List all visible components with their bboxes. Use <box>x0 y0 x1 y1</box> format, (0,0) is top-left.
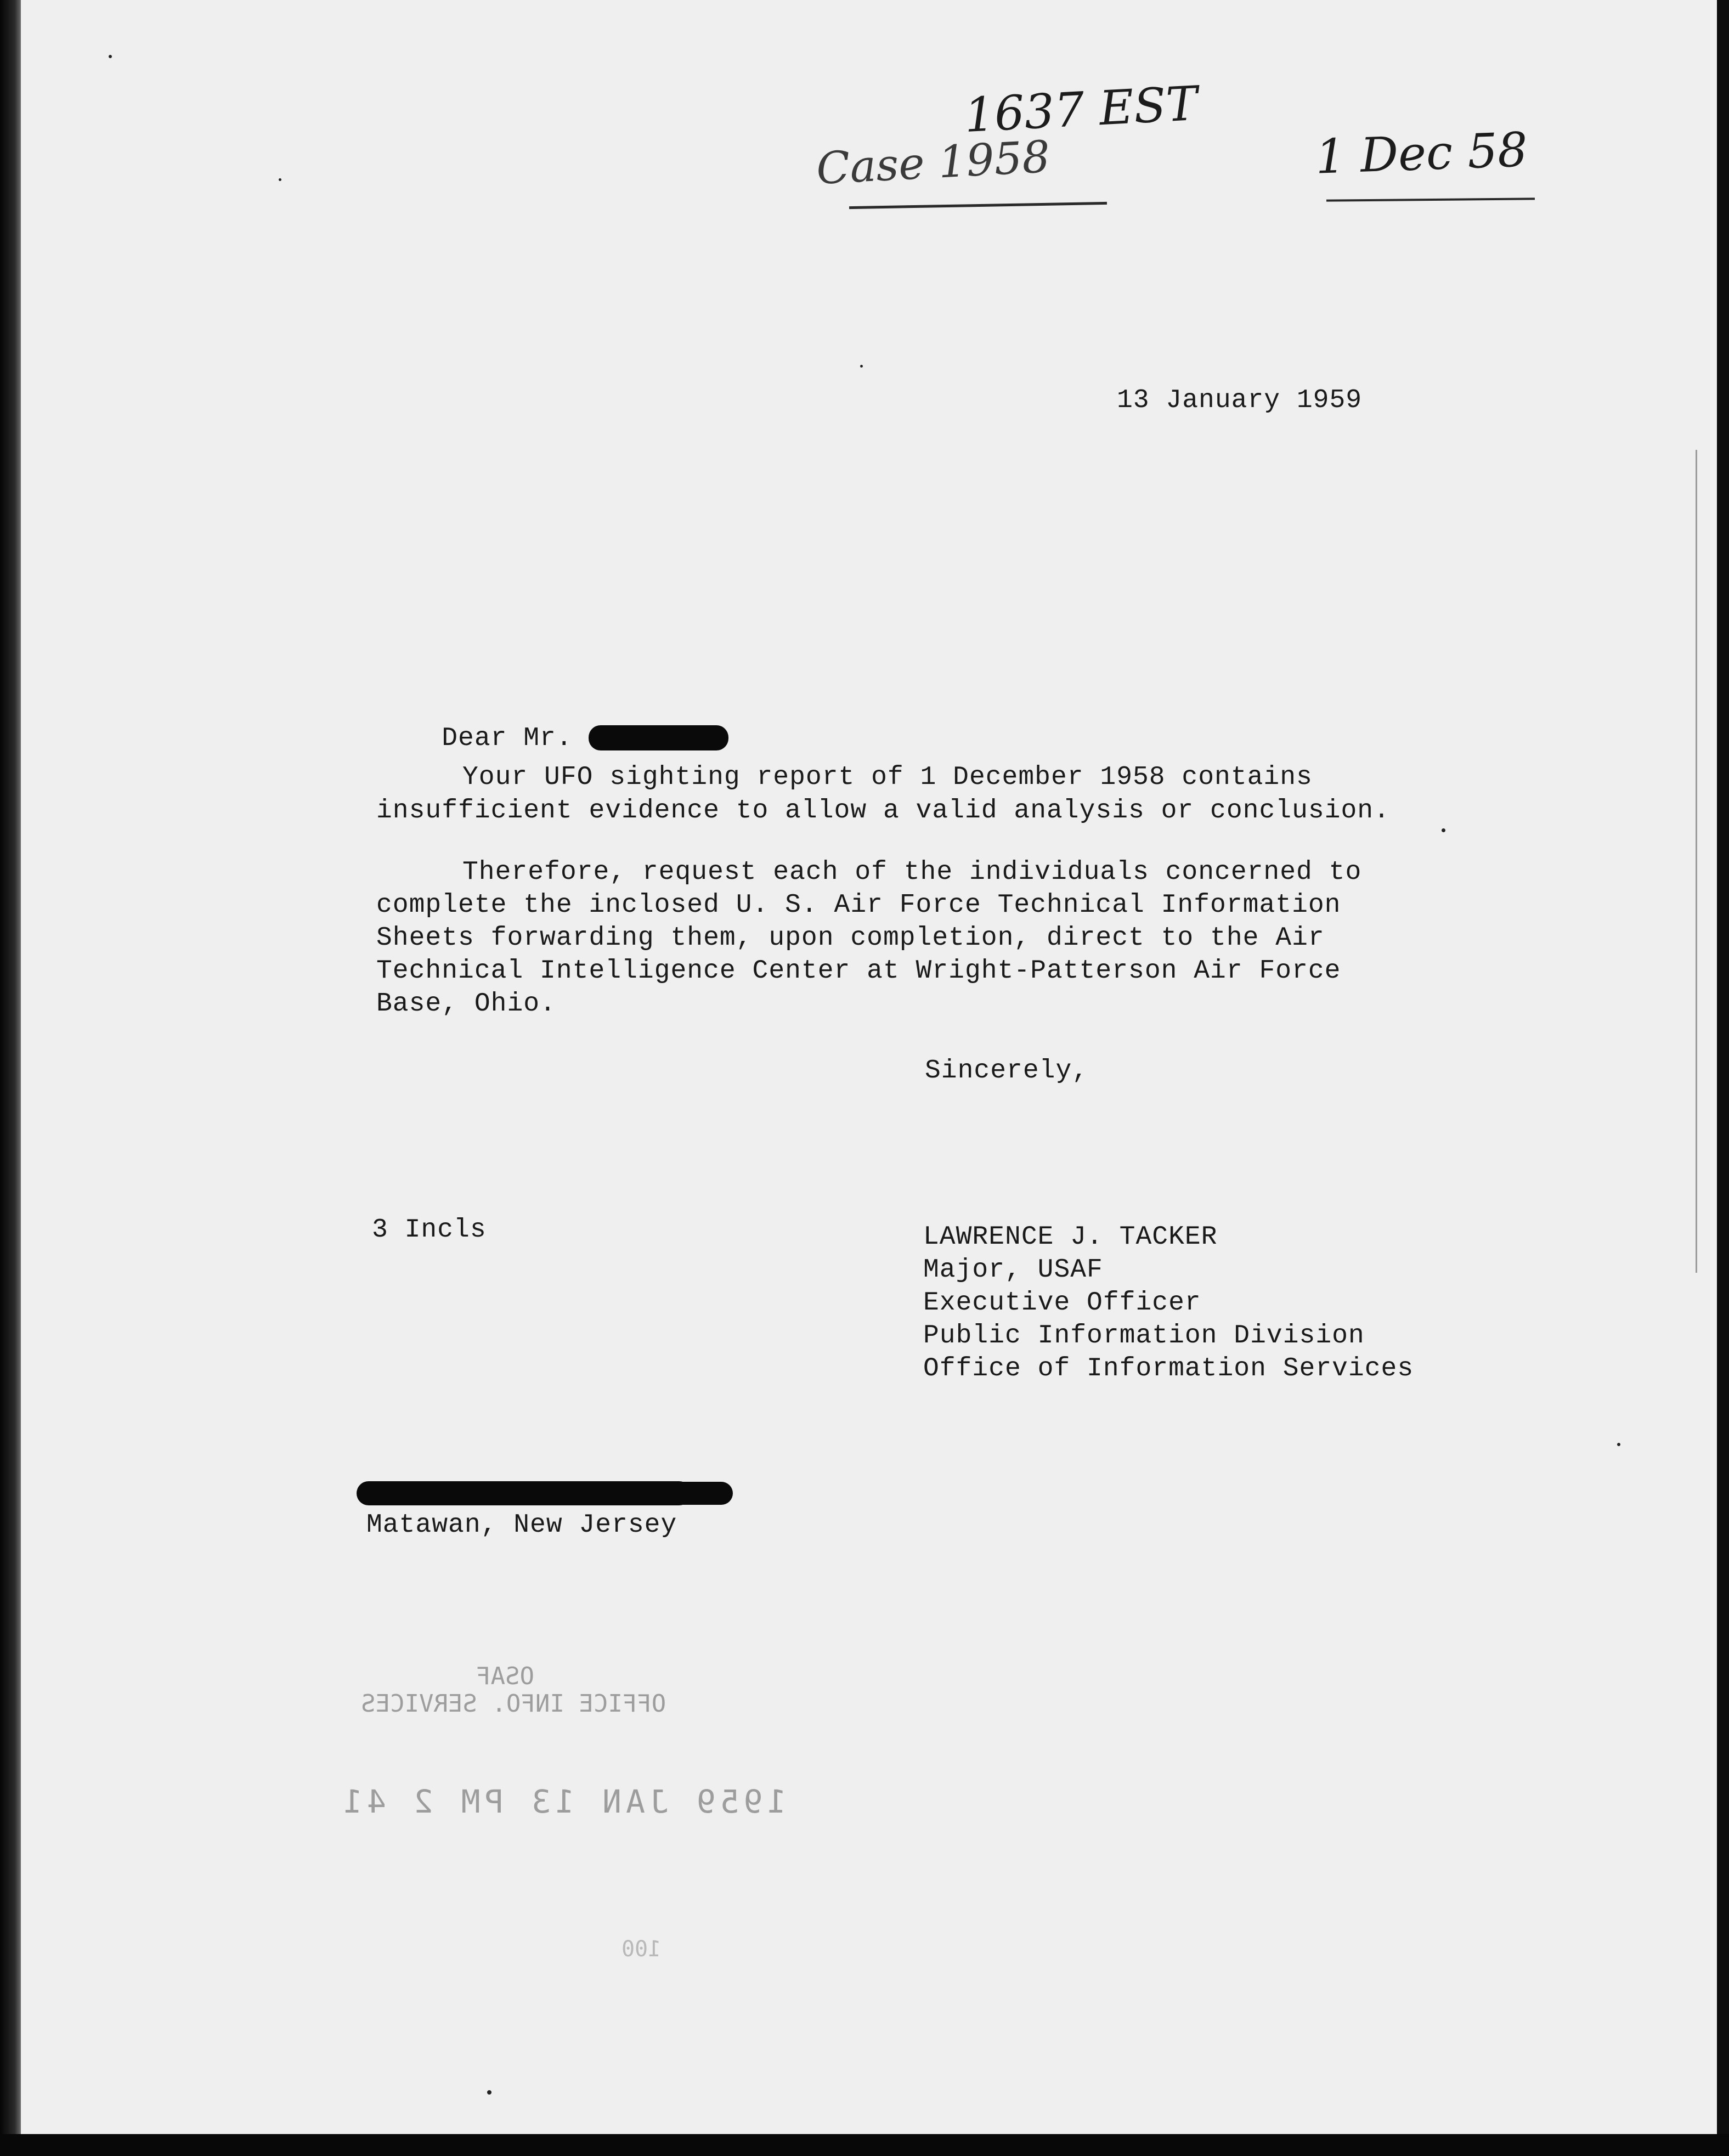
case-underline <box>849 202 1107 209</box>
paragraph-2-line-3: Sheets forwarding them, upon completion, direct to the Air <box>376 923 1325 953</box>
page-speck <box>860 365 863 368</box>
signature-office: Office of Information Services <box>923 1354 1414 1384</box>
page-speck <box>1617 1443 1620 1446</box>
paper-fold-line <box>1696 450 1697 1273</box>
closing: Sincerely, <box>925 1056 1089 1086</box>
handwritten-case: Case 1958 <box>815 131 1052 195</box>
paragraph-1-line-1: Your UFO sighting report of 1 December 1958 contains <box>462 763 1313 792</box>
redaction-bar <box>589 725 728 750</box>
handwritten-time: 1637 EST <box>963 76 1199 144</box>
paragraph-2-line-2: complete the inclosed U. S. Air Force Technical Information <box>376 890 1341 920</box>
scan-border-left <box>0 0 21 2156</box>
handwritten-date: 1 Dec 58 <box>1314 122 1529 185</box>
stamp-agency: OSAF <box>476 1662 534 1690</box>
paragraph-2-line-5: Base, Ohio. <box>376 989 556 1019</box>
letter-date: 13 January 1959 <box>1117 386 1363 415</box>
paragraph-2-line-4: Technical Intelligence Center at Wright-Patterson Air Force <box>376 956 1341 986</box>
enclosures-note: 3 Incls <box>372 1215 487 1245</box>
page-speck <box>279 178 281 181</box>
signature-division: Public Information Division <box>923 1321 1365 1351</box>
scan-border-bottom <box>0 2134 1729 2156</box>
date-underline <box>1326 197 1535 201</box>
stamp-office: OFFICE INFO. SERVICES <box>361 1690 666 1718</box>
document-page <box>21 0 1717 2134</box>
signature-title: Executive Officer <box>923 1288 1201 1318</box>
signature-name: LAWRENCE J. TACKER <box>923 1222 1218 1252</box>
stamp-datetime: 1959 JAN 13 PM 2 41 <box>339 1783 787 1820</box>
addressee-city: Matawan, New Jersey <box>366 1510 677 1540</box>
page-speck <box>1442 828 1445 832</box>
redaction-bar-street <box>357 1481 691 1505</box>
page-speck <box>109 55 112 58</box>
paragraph-2-line-1: Therefore, request each of the individuals concerned to <box>462 857 1362 887</box>
page-speck <box>487 2090 491 2095</box>
paragraph-1-line-2: insufficient evidence to allow a valid analysis or conclusion. <box>376 796 1390 826</box>
salutation-text: Dear Mr. <box>442 724 573 753</box>
signature-rank: Major, USAF <box>923 1255 1103 1285</box>
footer-mark: 100 <box>621 1937 662 1962</box>
